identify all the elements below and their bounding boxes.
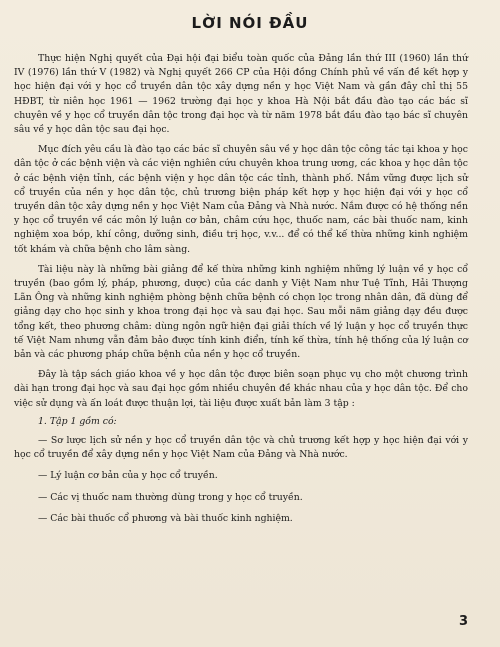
list-item: — Các vị thuốc nam thường dùng trong y học cổ truyền.	[38, 491, 303, 503]
list-item: — Lý luận cơ bản của y học cổ truyền.	[38, 470, 218, 482]
page-title: LỜI NÓI ĐẦU	[191, 14, 309, 32]
paragraph-2: Mục đích yêu cầu là đào tạo các bác sĩ chuyên sâu về y học dân tộc công tác tại khoa y học dân tộc ở các bệnh viện và các viện nghiên cứu chuyên khoa trung ương, các khoa y học dân tộc ở các bệnh viện tỉnh, các bệnh viện y học dân tộc các tỉnh, thành phố. Nắm vững được lịch sử cổ truyền của nền y học dân tộc, chủ trương biện pháp kết hợp y học hiện đại với y học cổ truyền dân tộc xây dựng nền y học Việt Nam của Đảng và Nhà nước. Nắm được có hệ thống nền y học cổ truyền về các môn lý luận cơ bản, châm cứu học, thuốc nam, các bài thuốc nam, kinh nghiệm xoa bóp, khí công, dưỡng sinh, điều trị học, v.v... để có thể kế thừa những kinh nghiệm tốt khám và chữa bệnh cho lâm sàng.	[14, 144, 468, 255]
document-body	[14, 52, 468, 533]
list-item: — Sơ lược lịch sử nền y học cổ truyền dân tộc và chủ trương kết hợp y học hiện đại với y học cổ truyền để xây dựng nền y học Việt Nam của Đảng và Nhà nước.	[14, 435, 468, 461]
paragraph-4: Đây là tập sách giáo khoa về y học dân tộc được biên soạn phục vụ cho một chương trình dài hạn trong đại học và sau đại học gồm nhiều chuyên đề khác nhau của y học dân tộc. Để cho việc sử dụng và ấn loát được thuận lợi, tài liệu được xuất bản làm 3 tập :	[14, 369, 468, 409]
volume-1-heading: 1. Tập 1 gồm có:	[38, 415, 117, 427]
list-item: — Các bài thuốc cổ phương và bài thuốc kinh nghiệm.	[38, 512, 293, 524]
page-number: 3	[458, 614, 468, 629]
paragraph-3: Tài liệu này là những bài giảng để kế thừa những kinh nghiệm những lý luận về y học cổ truyền (bao gồm lý, pháp, phương, dược) của các danh y Việt Nam như Tuệ Tĩnh, Hải Thượng Lãn Ông và những kinh nghiệm phòng bệnh chữa bệnh có chọn lọc trong nhân dân, đã dùng để giảng dạy cho học sinh y khoa trong đại học và sau đại học. Sau mỗi năm giảng dạy đều được tổng kết, theo phương châm: dùng ngôn ngữ hiện đại giải thích về lý luận y học cổ truyền thực tế Việt Nam nhưng vẫn đảm bảo được tính kinh điển, tính kế thừa, tính hệ thống của lý luận cơ bản và các phương pháp chữa bệnh của nền y học cổ truyền.	[14, 263, 468, 361]
paragraph-1: Thực hiện Nghị quyết của Đại hội đại biểu toàn quốc của Đảng lần thứ III (1960) lần thứ IV (1976) lần thứ V (1982) và Nghị quyết 266 CP của Hội đồng Chính phủ về vấn đề kết hợp y học hiện đại với y học cổ truyền dân tộc xây dựng nền y học Việt Nam và gần đây chỉ thị 55 HĐBT, từ niên học 1961 — 1962 trường đại học y khoa Hà Nội bắt đầu đào tạo các bác sĩ chuyên về y học cổ truyền dân tộc trong đại học và từ năm 1978 bắt đầu đào tạo bác sĩ chuyên sâu về y học dân tộc sau đại học.	[14, 53, 468, 136]
